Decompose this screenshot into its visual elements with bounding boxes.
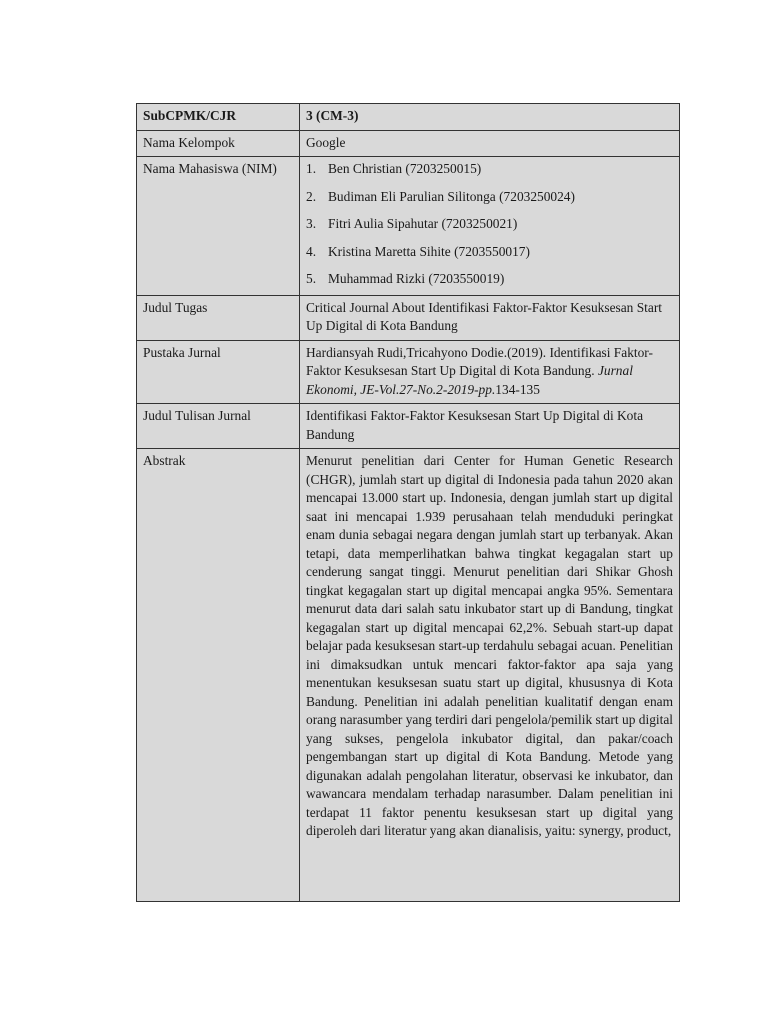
table-row-mahasiswa — [137, 157, 680, 296]
member-name: Ben Christian (7203250015) — [328, 161, 482, 176]
judul-tulisan-label: Judul Tulisan Jurnal — [137, 404, 300, 449]
table-row-judul-tugas — [137, 295, 680, 340]
member-name: Fitri Aulia Sipahutar (7203250021) — [328, 216, 518, 231]
cjr-table — [136, 103, 680, 902]
judul-tugas-label: Judul Tugas — [137, 295, 300, 340]
member-number: 3. — [306, 216, 317, 231]
table-row-abstrak — [137, 449, 680, 902]
member-name: Budiman Eli Parulian Silitonga (7203250024) — [328, 188, 575, 204]
member-name: Muhammad Rizki (7203550019) — [328, 271, 505, 286]
member-item — [306, 160, 673, 179]
judul-tugas-value: Critical Journal About Identifikasi Faktor-Faktor Kesuksesan Start Up Digital di Kota Bandung — [300, 295, 680, 340]
pustaka-pages: 134-135 — [495, 381, 540, 397]
member-number: 4. — [306, 243, 317, 259]
mahasiswa-label: Nama Mahasiswa (NIM) — [137, 157, 300, 296]
member-number: 1. — [306, 161, 317, 176]
kelompok-label: Nama Kelompok — [137, 130, 300, 157]
member-item — [306, 243, 673, 262]
abstrak-label: Abstrak — [137, 449, 300, 902]
member-item — [306, 188, 673, 207]
member-item — [306, 215, 673, 234]
pustaka-value — [300, 340, 680, 404]
kelompok-value: Google — [300, 130, 680, 157]
table-row-header — [137, 104, 680, 131]
member-item — [306, 270, 673, 289]
pustaka-journal: Jurnal Ekonomi, JE-Vol.27-No.2-2019-pp. — [306, 363, 633, 397]
member-list — [306, 160, 673, 289]
subcpmk-label: SubCPMK/CJR — [137, 104, 300, 131]
judul-tulisan-value: Identifikasi Faktor-Faktor Kesuksesan Start Up Digital di Kota Bandung — [300, 404, 680, 449]
member-number: 5. — [306, 271, 317, 286]
member-name: Kristina Maretta Sihite (7203550017) — [328, 243, 530, 259]
member-number: 2. — [306, 188, 317, 204]
pustaka-citation: Hardiansyah Rudi,Tricahyono Dodie.(2019). Identifikasi Faktor-Faktor Kesuksesan Start Up Digital di Kota Bandung. — [306, 344, 653, 378]
table-row-pustaka — [137, 340, 680, 404]
abstrak-cell — [300, 449, 680, 902]
abstrak-text: Menurut penelitian dari Center for Human Genetic Research (CHGR), jumlah start up digital di Indonesia pada tahun 2020 akan mencapai 13.000 start up. Indonesia, dengan jumlah start up digital saat ini mencapai 1.939 perusahaan telah menduduki peringkat enam dunia sebagai negara dengan jumlah start up terbanyak. Akan tetapi, data memperlihatkan bahwa tingkat kegagalan start up cenderung sangat tinggi. Menurut penelitian dari Shikar Ghosh tingkat kegagalan start up digital mencapai angka 95%. Sementara menurut data dari salah satu inkubator start up di Bandung, tingkat kegagalan start up digital mencapai 62,2%. Sebuah start-up dapat belajar pada kesuksesan start-up terdahulu sebagai acuan. Penelitian ini dimaksudkan untuk mencari faktor-faktor apa saja yang menentukan kesuksesan suatu start up digital, khususnya di Kota Bandung. Penelitian ini adalah penelitian kualitatif dengan enam orang narasumber yang terdiri dari pengelola/pemilik start up digital yang sukses, pengelola inkubator digital, dan pakar/coach pengembangan start up digital di Kota Bandung. Metode yang digunakan adalah pengolahan literatur, observasi ke inkubator, dan wawancara mendalam terhadap narasumber. Dalam penelitian ini terdapat 11 faktor penentu kesuksesan start up digital yang diperoleh dari literatur yang akan dianalisis, yaitu: synergy, product, — [306, 453, 673, 838]
pustaka-label: Pustaka Jurnal — [137, 340, 300, 404]
mahasiswa-cell — [300, 157, 680, 296]
subcpmk-value: 3 (CM-3) — [300, 104, 680, 131]
table-row-kelompok — [137, 130, 680, 157]
table-row-judul-tulisan — [137, 404, 680, 449]
